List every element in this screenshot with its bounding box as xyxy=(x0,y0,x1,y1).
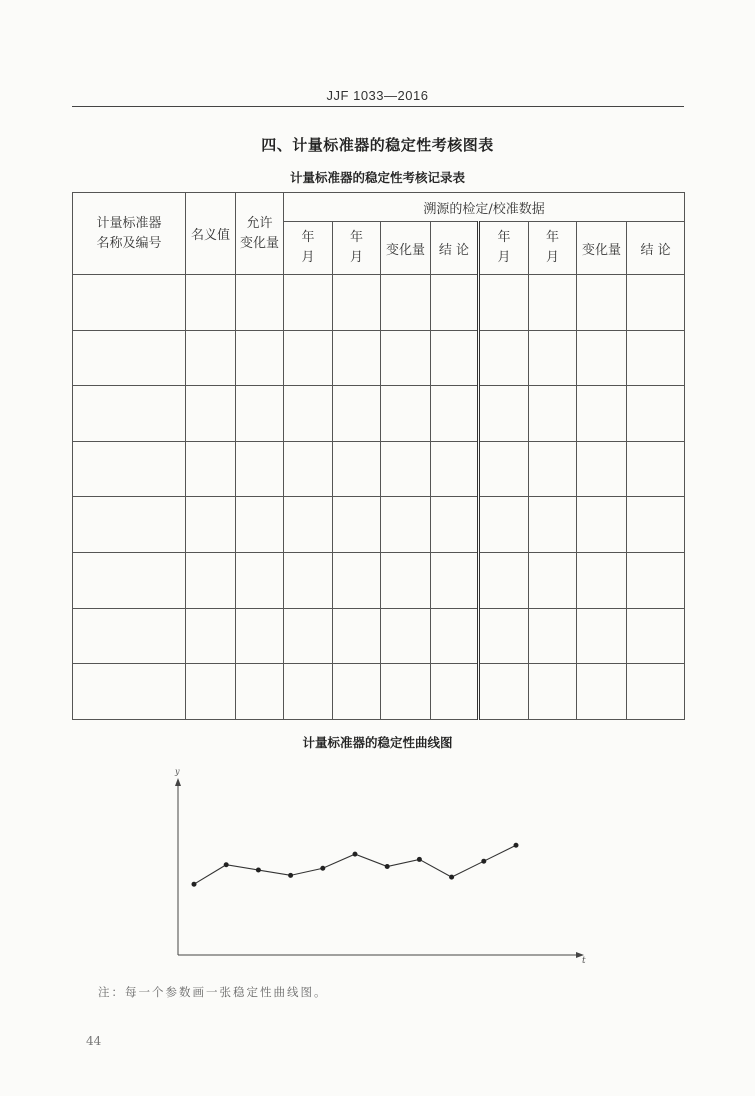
sub-header-year-month: 年 月 xyxy=(333,222,381,275)
col-header-allowed: 允许 变化量 xyxy=(236,193,284,275)
data-point xyxy=(256,868,261,873)
table-title: 计量标准器的稳定性考核记录表 xyxy=(289,170,465,185)
table-row xyxy=(73,497,685,553)
sub-header-conclusion: 结 论 xyxy=(627,222,685,275)
data-point xyxy=(353,852,358,857)
sub-header-year-month: 年 月 xyxy=(529,222,577,275)
y-axis-label: y xyxy=(175,767,180,776)
sub-header-conclusion: 结 论 xyxy=(431,222,479,275)
group-header-traceability: 溯源的检定/校准数据 xyxy=(284,193,685,222)
data-point xyxy=(320,866,325,871)
sub-header-year-month: 年 月 xyxy=(284,222,333,275)
table-row xyxy=(73,441,685,497)
sub-header-change: 变化量 xyxy=(381,222,431,275)
data-point xyxy=(385,864,390,869)
data-point xyxy=(224,862,229,867)
col-header-nominal: 名义值 xyxy=(186,193,236,275)
table-row xyxy=(73,386,685,442)
data-point xyxy=(288,873,293,878)
table-row xyxy=(73,330,685,386)
stability-curve-chart xyxy=(150,760,600,970)
data-point xyxy=(481,859,486,864)
section-title: 四、计量标准器的稳定性考核图表 xyxy=(261,136,494,154)
data-point xyxy=(192,882,197,887)
data-point xyxy=(514,843,519,848)
stability-record-table xyxy=(72,192,685,720)
sub-header-change: 变化量 xyxy=(577,222,627,275)
series-line xyxy=(194,845,516,884)
table-row xyxy=(73,664,685,720)
footnote: 注：每一个参数画一张稳定性曲线图。 xyxy=(98,985,328,999)
data-point xyxy=(449,875,454,880)
document-code: JJF 1033—2016 xyxy=(326,88,429,103)
header-rule xyxy=(72,106,684,107)
page-number: 44 xyxy=(86,1034,102,1048)
sub-header-year-month: 年 月 xyxy=(479,222,529,275)
curve-title: 计量标准器的稳定性曲线图 xyxy=(302,735,453,750)
x-axis-label: t xyxy=(582,956,586,966)
table-row xyxy=(73,552,685,608)
table-row xyxy=(73,608,685,664)
data-point xyxy=(417,857,422,862)
y-axis-arrow xyxy=(175,778,181,786)
table-row xyxy=(73,275,685,331)
col-header-name: 计量标准器 名称及编号 xyxy=(73,193,186,275)
